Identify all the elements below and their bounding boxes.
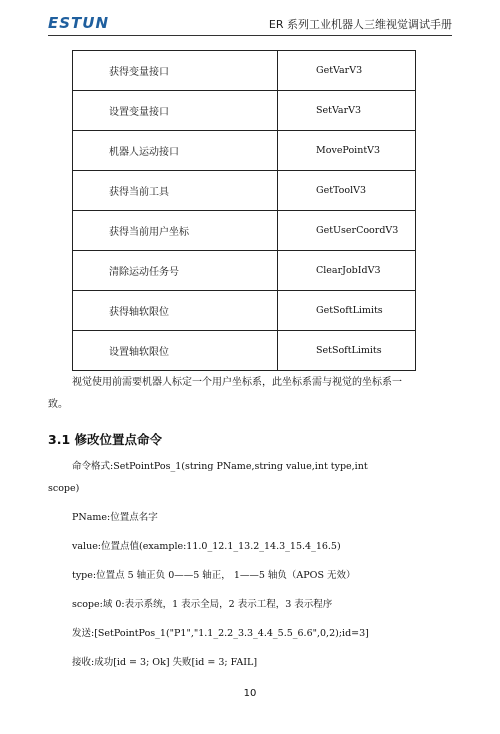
- scope-line: scope:域 0:表示系统，1 表示全局，2 表示工程，3 表示程序: [72, 599, 333, 610]
- function-name: SetSoftLimits: [278, 331, 416, 371]
- table-row: [73, 171, 416, 211]
- page-header: [48, 14, 452, 36]
- send-example: [48, 623, 452, 645]
- function-name: GetVarV3: [278, 51, 416, 91]
- value-description: [48, 536, 452, 558]
- function-name: ClearJobIdV3: [278, 251, 416, 291]
- format-line-1: 命令格式:SetPointPos_1(string PName,string value,int type,int: [72, 461, 368, 472]
- send-line: 发送:[SetPointPos_1("P1","1.1_2.2_3.3_4.4_5.5_6.6",0,2);id=3]: [72, 628, 369, 639]
- interface-name: 清除运动任务号: [73, 251, 278, 291]
- function-name: GetToolV3: [278, 171, 416, 211]
- table-row: [73, 211, 416, 251]
- type-description: [48, 565, 452, 587]
- document-title: ER 系列工业机器人三维视觉调试手册: [268, 18, 452, 31]
- interface-name: 获得当前工具: [73, 171, 278, 211]
- function-name: SetVarV3: [278, 91, 416, 131]
- receive-line: 接收:成功[id = 3; Ok] 失败[id = 3; FAIL]: [72, 657, 258, 668]
- scope-description: [48, 594, 452, 616]
- interface-name: 获得当前用户坐标: [73, 211, 278, 251]
- note-line-1: 视觉使用前需要机器人标定一个用户坐标系，此坐标系需与视觉的坐标系一: [72, 377, 402, 388]
- section-heading: 3.1 修改位置点命令: [48, 432, 162, 447]
- calibration-note: [48, 372, 452, 416]
- interface-name: 机器人运动接口: [73, 131, 278, 171]
- header-divider: [48, 35, 452, 36]
- interface-name: 获得变量接口: [73, 51, 278, 91]
- command-format: [48, 456, 452, 500]
- table-row: [73, 131, 416, 171]
- function-name: GetSoftLimits: [278, 291, 416, 331]
- table-row: [73, 251, 416, 291]
- table-row: [73, 51, 416, 91]
- interface-name: 设置轴软限位: [73, 331, 278, 371]
- function-name: MovePointV3: [278, 131, 416, 171]
- page-number: 10: [243, 688, 257, 699]
- table-row: [73, 291, 416, 331]
- pname-line: PName:位置点名字: [72, 512, 158, 523]
- format-line-2: scope): [48, 483, 80, 494]
- type-line: type:位置点 5 轴正负 0——5 轴正， 1——5 轴负（APOS 无效）: [72, 570, 356, 581]
- table-row: [73, 331, 416, 371]
- pname-description: [48, 507, 452, 529]
- interface-name: 设置变量接口: [73, 91, 278, 131]
- estun-logo: ESTUN: [48, 14, 110, 32]
- interface-name: 获得轴软限位: [73, 291, 278, 331]
- value-line: value:位置点值(example:11.0_12.1_13.2_14.3_15.4_16.5): [72, 541, 341, 552]
- note-line-2: 致。: [48, 399, 68, 410]
- table-row: [73, 91, 416, 131]
- receive-example: [48, 652, 452, 674]
- api-interface-table: [72, 50, 416, 371]
- function-name: GetUserCoordV3: [278, 211, 416, 251]
